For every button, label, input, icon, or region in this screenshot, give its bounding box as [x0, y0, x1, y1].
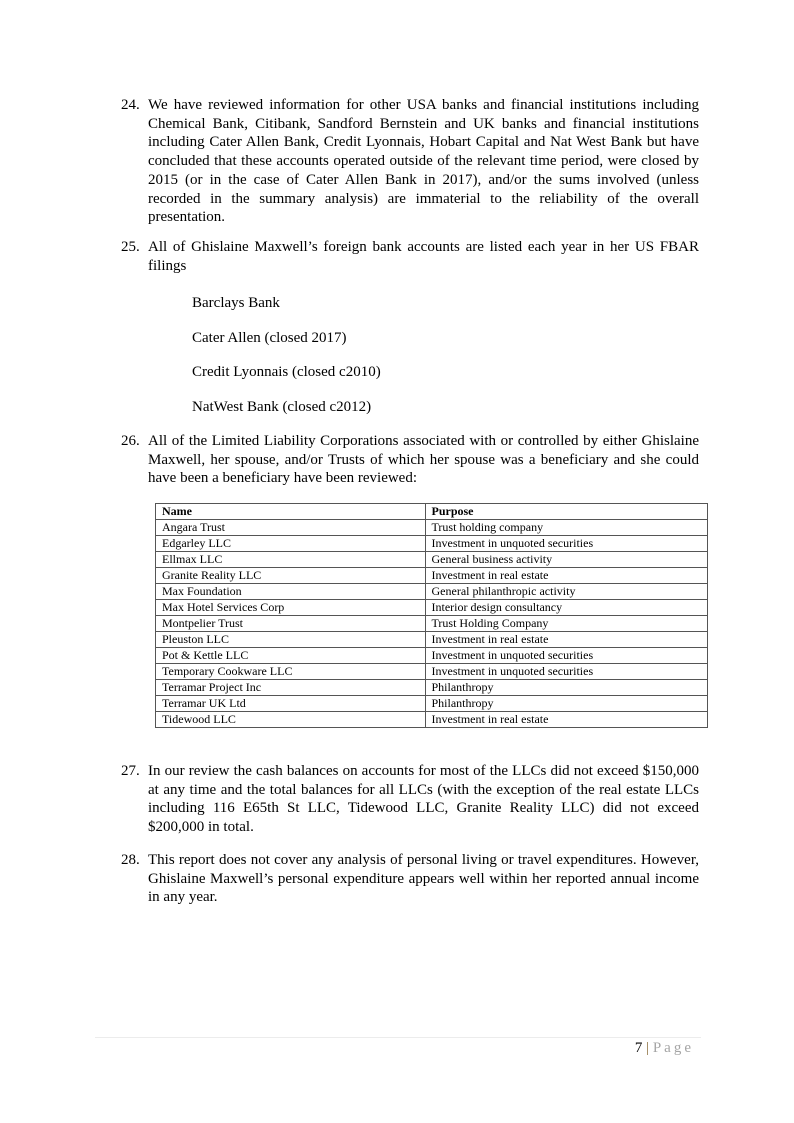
- llc-name-cell: Angara Trust: [156, 520, 426, 536]
- paragraph-number: 28.: [121, 852, 140, 868]
- paragraph-text: All of the Limited Liability Corporations associated with or controlled by either Ghislaine Maxwell, her spouse, and/or Trusts of which her spouse was a beneficiary and she could have been a beneficiary have been reviewed:: [148, 433, 699, 487]
- table-row: [156, 712, 708, 728]
- table-row: [156, 664, 708, 680]
- table-row: [156, 536, 708, 552]
- table-row: [156, 616, 708, 632]
- paragraph-number: 25.: [121, 239, 140, 255]
- llc-name-cell: Temporary Cookware LLC: [156, 664, 426, 680]
- llc-name-cell: Terramar UK Ltd: [156, 696, 426, 712]
- paragraph-number: 26.: [121, 433, 140, 449]
- bank-item: Credit Lyonnais (closed c2010): [192, 364, 381, 380]
- llc-purpose-cell: General philanthropic activity: [425, 584, 708, 600]
- llc-name-cell: Granite Reality LLC: [156, 568, 426, 584]
- footer-separator: |: [646, 1040, 650, 1056]
- table-row: [156, 552, 708, 568]
- table-row: [156, 584, 708, 600]
- footer-divider: [95, 1037, 701, 1038]
- bank-item: NatWest Bank (closed c2012): [192, 399, 372, 415]
- llc-purpose-cell: Philanthropy: [425, 680, 708, 696]
- paragraph-number: 27.: [121, 763, 140, 779]
- table-header-row: [156, 504, 708, 520]
- paragraph-text: In our review the cash balances on accounts for most of the LLCs did not exceed $150,000 at any time and the total balances for all LLCs (with the exception of the real estate LLCs including 116 E65th St LLC, Tidewood LLC, Granite Reality LLC) did not exceed $200,000 in total.: [148, 763, 699, 836]
- llc-name-cell: Pot & Kettle LLC: [156, 648, 426, 664]
- llc-purpose-cell: Trust Holding Company: [425, 616, 708, 632]
- page-footer: [635, 1039, 694, 1058]
- paragraph-text: All of Ghislaine Maxwell’s foreign bank accounts are listed each year in her US FBAR filings: [148, 239, 699, 274]
- paragraph-text: This report does not cover any analysis of personal living or travel expenditures. However, Ghislaine Maxwell’s personal expenditure appears well within her reported annual income in any year.: [148, 852, 699, 906]
- llc-purpose-cell: General business activity: [425, 552, 708, 568]
- page-number: 7: [634, 1040, 643, 1056]
- paragraph-28: [121, 851, 699, 907]
- llc-purpose-cell: Investment in real estate: [425, 632, 708, 648]
- bank-item: Cater Allen (closed 2017): [192, 330, 347, 346]
- table-row: [156, 568, 708, 584]
- paragraph-number: 24.: [121, 97, 140, 113]
- llc-purpose-cell: Investment in unquoted securities: [425, 536, 708, 552]
- llc-purpose-cell: Philanthropy: [425, 696, 708, 712]
- llc-purpose-cell: Investment in unquoted securities: [425, 648, 708, 664]
- llc-purpose-cell: Investment in real estate: [425, 568, 708, 584]
- table-row: [156, 680, 708, 696]
- llc-name-cell: Montpelier Trust: [156, 616, 426, 632]
- llc-purpose-cell: Interior design consultancy: [425, 600, 708, 616]
- bank-item: Barclays Bank: [192, 295, 280, 311]
- llc-name-cell: Edgarley LLC: [156, 536, 426, 552]
- paragraph-25: [121, 238, 699, 275]
- paragraph-27: [121, 762, 699, 837]
- page-label: Page: [652, 1040, 694, 1056]
- llc-purpose-cell: Investment in real estate: [425, 712, 708, 728]
- column-header-name: Name: [156, 504, 426, 520]
- llc-name-cell: Ellmax LLC: [156, 552, 426, 568]
- llc-name-cell: Max Foundation: [156, 584, 426, 600]
- llc-purpose-cell: Investment in unquoted securities: [425, 664, 708, 680]
- llc-name-cell: Terramar Project Inc: [156, 680, 426, 696]
- paragraph-26: [121, 432, 699, 488]
- table-row: [156, 632, 708, 648]
- llc-name-cell: Max Hotel Services Corp: [156, 600, 426, 616]
- table-row: [156, 520, 708, 536]
- llc-name-cell: Pleuston LLC: [156, 632, 426, 648]
- llc-purpose-cell: Trust holding company: [425, 520, 708, 536]
- table-row: [156, 696, 708, 712]
- llc-name-cell: Tidewood LLC: [156, 712, 426, 728]
- paragraph-text: We have reviewed information for other USA banks and financial institutions including Chemical Bank, Citibank, Sandford Bernstein and UK banks and financial institutions including Cater Allen Bank, Credit Lyonnais, Hobart Capital and Nat West Bank but have concluded that these accounts operated outside of the relevant time period, were closed by 2015 (or in the case of Cater Allen Bank in 2017), and/or the sums involved (unless recorded in the summary analysis) are immaterial to the reliability of the overall presentation.: [148, 97, 699, 226]
- llc-table: [155, 503, 708, 728]
- column-header-purpose: Purpose: [425, 504, 708, 520]
- table-row: [156, 648, 708, 664]
- table-row: [156, 600, 708, 616]
- paragraph-24: [121, 96, 699, 227]
